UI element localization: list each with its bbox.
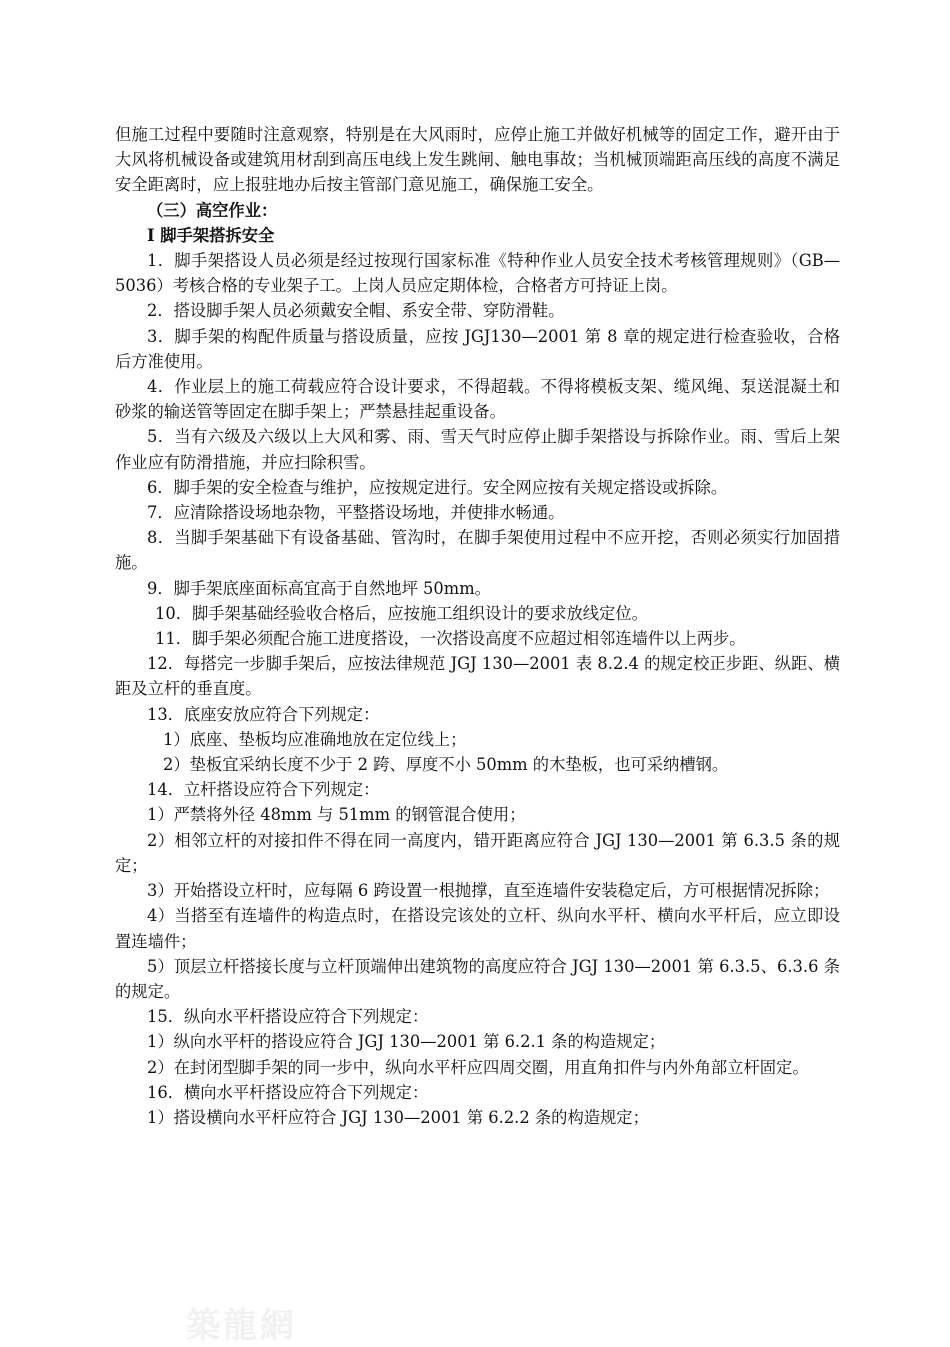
paragraph-18: 14．立杆搭设应符合下列规定： [147, 780, 380, 800]
paragraph-11: 9．脚手架底座面标高宜高于自然地坪 50mm。 [147, 578, 491, 598]
paragraph-6: 4．作业层上的施工荷载应符合设计要求，不得超载。不得将模板支架、缆风绳、泵送混凝土和砂浆的输送管等固定在脚手架上；严禁悬挂起重设备。 [115, 377, 840, 422]
paragraph-0: 但施工过程中要随时注意观察，特别是在大风雨时，应停止施工并做好机械等的固定工作，避开由于大风将机械设备或建筑用材刮到高压电线上发生跳闸、触电事故；当机械顶端距高压线的高度不满足安全距离时，应上报驻地办后按主管部门意见施工，确保施工安全。 [115, 125, 840, 195]
paragraph-19: 1）严禁将外径 48mm 与 51mm 的钢管混合使用； [147, 805, 526, 825]
paragraph-7: 5．当有六级及六级以上大风和雾、雨、雪天气时应停止脚手架搭设与拆除作业。雨、雪后上架作业应有防滑措施，并应扫除积雪。 [115, 427, 840, 472]
paragraph-16: 1）底座、垫板均应准确地放在定位线上； [163, 729, 467, 749]
paragraph-4: 2．搭设脚手架人员必须戴安全帽、系安全带、穿防滑鞋。 [147, 301, 565, 321]
paragraph-26: 2）在封闭型脚手架的同一步中，纵向水平杆应四周交圈，用直角扣件与内外角部立杆固定。 [147, 1057, 809, 1077]
paragraph-8: 6．脚手架的安全检查与维护，应按规定进行。安全网应按有关规定搭设或拆除。 [147, 477, 728, 497]
paragraph-28: 1）搭设横向水平杆应符合 JGJ 130—2001 第 6.2.2 条的构造规定； [147, 1107, 649, 1127]
watermark-logo: 築龍網 [186, 1306, 297, 1346]
paragraph-12: 10．脚手架基础经验收合格后，应按施工组织设计的要求放线定位。 [155, 603, 648, 623]
paragraph-24: 15．纵向水平杆搭设应符合下列规定： [147, 1007, 429, 1027]
paragraph-5: 3．脚手架的构配件质量与搭设质量，应按 JGJ130—2001 第 8 章的规定进行检查验收，合格后方准使用。 [115, 326, 840, 371]
paragraph-15: 13．底座安放应符合下列规定： [147, 704, 380, 724]
subsection-heading: Ⅰ 脚手架搭拆安全 [147, 225, 275, 245]
paragraph-10: 8．当脚手架基础下有设备基础、管沟时，在脚手架使用过程中不应开挖，否则必须实行加固措施。 [115, 528, 840, 573]
paragraph-25: 1）纵向水平杆的搭设应符合 JGJ 130—2001 第 6.2.1 条的构造规定； [147, 1032, 666, 1052]
paragraph-20: 2）相邻立杆的对接扣件不得在同一高度内，错开距离应符合 JGJ 130—2001 第 6.3.5 条的规定； [115, 830, 840, 875]
document-body [115, 122, 840, 1130]
paragraph-22: 4）当搭至有连墙件的构造点时，在搭设完该处的立杆、纵向水平杆、横向水平杆后，应立即设置连墙件； [115, 906, 840, 951]
paragraph-3: 1．脚手架搭设人员必须是经过按现行国家标准《特种作业人员安全技术考核管理规则》（GB—5036）考核合格的专业架子工。上岗人员应定期体检，合格者方可持证上岗。 [115, 251, 840, 296]
paragraph-23: 5）顶层立杆搭接长度与立杆顶端伸出建筑物的高度应符合 JGJ 130—2001 第 6.3.5、6.3.6 条的规定。 [115, 956, 840, 1001]
paragraph-21: 3）开始搭设立杆时，应每隔 6 跨设置一根抛撑，直至连墙件安装稳定后，方可根据情况拆除； [147, 881, 830, 901]
paragraph-14: 12．每搭完一步脚手架后，应按法律规范 JGJ 130—2001 表 8.2.4 的规定校正步距、纵距、横距及立杆的垂直度。 [115, 654, 840, 699]
paragraph-9: 7．应清除搭设场地杂物，平整搭设场地，并使排水畅通。 [147, 503, 565, 523]
paragraph-13: 11．脚手架必须配合施工进度搭设，一次搭设高度不应超过相邻连墙件以上两步。 [155, 629, 746, 649]
paragraph-27: 16．横向水平杆搭设应符合下列规定： [147, 1082, 429, 1102]
paragraph-17: 2）垫板宜采纳长度不少于 2 跨、厚度不小 50mm 的木垫板，也可采纳槽钢。 [163, 755, 729, 775]
section-heading: （三）高空作业： [147, 200, 278, 220]
